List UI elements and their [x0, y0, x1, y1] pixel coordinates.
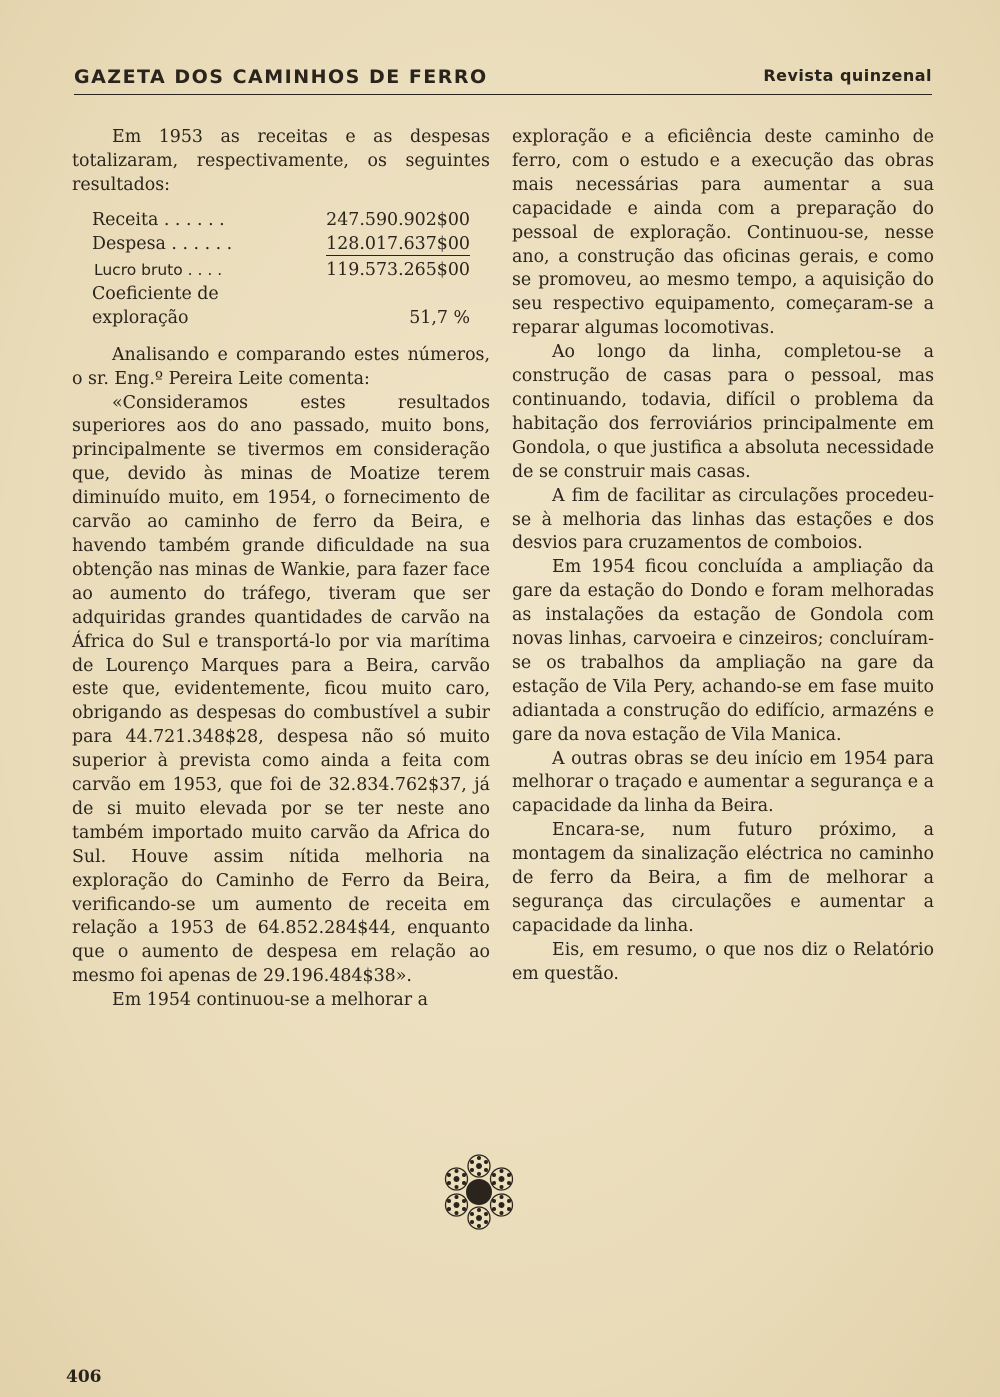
table-row: [92, 282, 470, 330]
journal-title: GAZETA DOS CAMINHOS DE FERRO: [74, 66, 488, 88]
table-row: [92, 256, 470, 282]
paragraph: exploração e a eficiência deste caminho de ferro, com o estudo e a execução das obras mais necessárias para aumentar a sua capacidade e ainda com a preparação do pessoal de exploração. Continuou-se, nesse ano, a construção das oficinas gerais, e como se promoveu, ao mesmo tempo, a aquisição do seu respectivo equipamento, começaram-se a reparar algumas locomotivas.: [512, 127, 934, 339]
row-label: Receita . . . . . .: [92, 209, 225, 230]
paragraph: Em 1954 continuou-se a melhorar a: [112, 990, 428, 1011]
row-label: Lucro bruto . . . .: [94, 260, 223, 279]
left-column: [72, 126, 490, 1013]
page-number: 406: [66, 1367, 102, 1387]
right-column: [512, 126, 934, 987]
row-value: [292, 232, 470, 256]
journal-subtitle: Revista quinzenal: [763, 66, 932, 85]
table-row: [92, 208, 470, 232]
paragraph: A outras obras se deu início em 1954 para melhorar o traçado e aumentar a segurança e a capacidade da linha da Beira.: [512, 748, 934, 817]
row-value: 119.573.265$00: [326, 259, 470, 280]
paragraph: Analisando e comparando estes números, o sr. Eng.º Pereira Leite comenta:: [72, 344, 490, 389]
paragraph: «Consideramos estes resultados superiores aos do ano passado, muito bons, principalmente se tivermos em consideração que, devido às minas de Moatize terem diminuído muito, em 1954, o fornecimento de carvão ao caminho de ferro da Beira, e havendo também grande dificuldade na sua obtenção nas minas de Wankie, para fazer face ao aumento do tráfego, tiveram que ser adquiridas grandes quantidades de carvão na África do Sul e transportá-lo por via marítima de Lourenço Marques para a Beira, carvão este que, evidentemente, ficou muito caro, obrigando as despesas do combustível a subir para 44.721.348$28, despesa não só muito superior à prevista como ainda a feita com carvão em 1953, que foi de 32.834.762$37, já de si muito elevada por se ter neste ano também importado muito carvão da Africa do Sul. Houve assim nítida melhoria na exploração do Caminho de Ferro da Beira, verificando-se um aumento de receita em relação a 1953 de 64.852.284$44, enquanto que o aumento de despesa em relação ao mesmo foi apenas de 29.196.484$38».: [72, 392, 490, 987]
row-label: Despesa . . . . . .: [92, 233, 233, 254]
row-value: 247.590.902$00: [326, 209, 470, 230]
paragraph: Ao longo da linha, completou-se a construção de casas para o pessoal, mas continuando, todavia, difícil o problema da habitação dos ferroviários principalmente em Gondola, o que justifica a absoluta necessidade de se construir mais casas.: [512, 342, 934, 482]
row-value: 51,7 %: [409, 307, 470, 328]
wire-rope-cross-section-icon: [440, 1153, 518, 1231]
row-value-text: 128.017.637$00: [326, 233, 470, 254]
table-row: [92, 232, 470, 256]
paragraph: Eis, em resumo, o que nos diz o Relatório em questão.: [512, 939, 934, 984]
running-header: [74, 64, 932, 95]
paragraph: A fim de facilitar as circulações procedeu-se à melhoria das linhas das estações e dos desvios para cruzamentos de comboios.: [512, 485, 934, 554]
financial-table: [92, 208, 470, 330]
paragraph: Em 1954 ficou concluída a ampliação da gare da estação do Dondo e foram melhoradas as instalações da estação de Gondola com novas linhas, carvoeira e cinzeiros; concluíram-se os trabalhos da ampliação na gare da estação de Vila Pery, achando-se em fase muito adiantada a construção do edifício, armazéns e gare da nova estação de Vila Manica.: [512, 557, 934, 745]
paragraph: Encara-se, num futuro próximo, a montagem da sinalização eléctrica no caminho de ferro da Beira, a fim de melhorar a segurança das circulações e aumentar a capacidade da linha.: [512, 820, 934, 936]
paragraph: Em 1953 as receitas e as despesas totalizaram, respectivamente, os seguintes resultados:: [72, 127, 490, 195]
row-label: Coeficiente de exploração: [92, 283, 219, 328]
